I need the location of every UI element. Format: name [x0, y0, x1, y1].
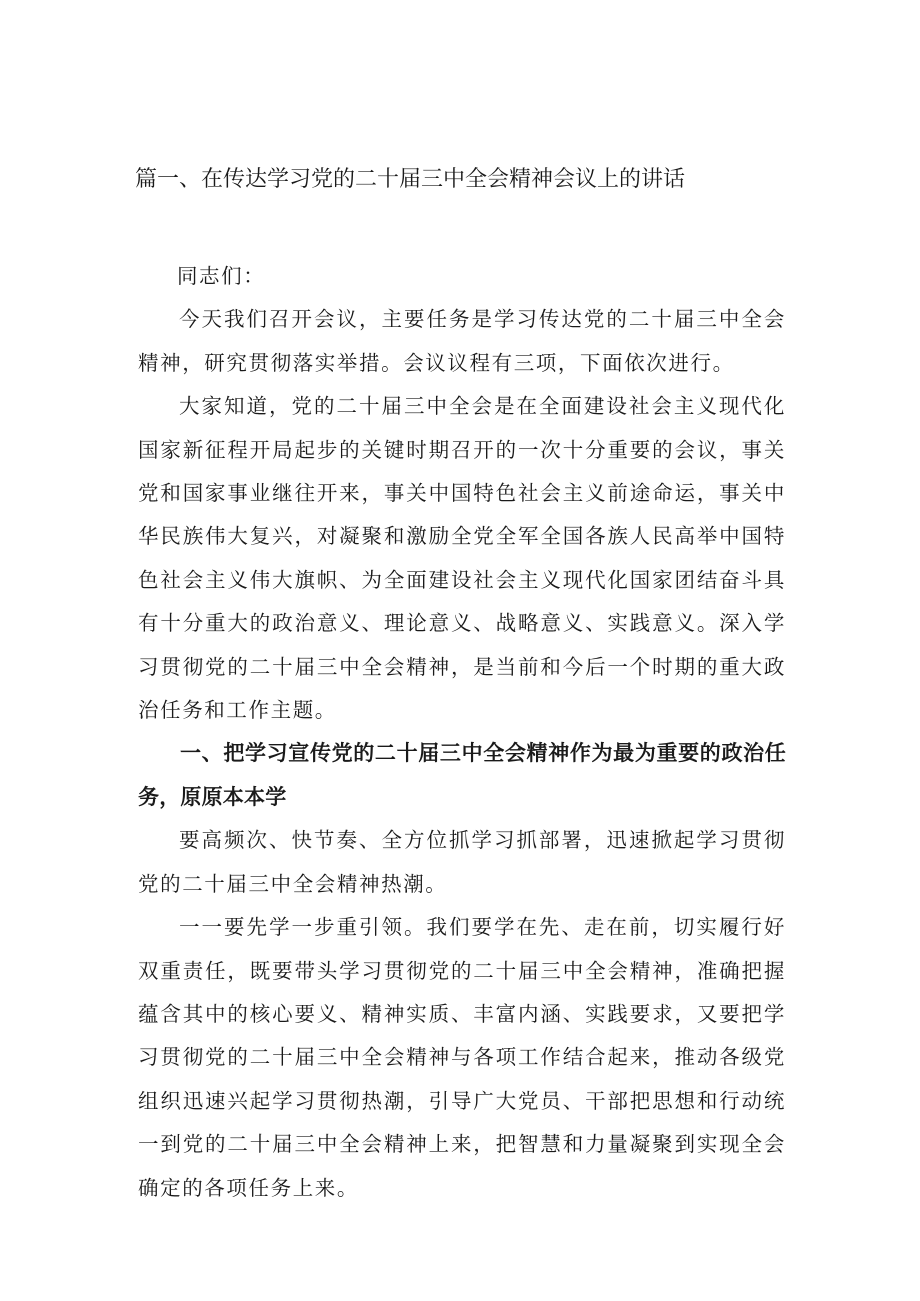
paragraph-intro: 今天我们召开会议，主要任务是学习传达党的二十届三中全会精神，研究贯彻落实举措。会议议程有三项，下面依次进行。: [138, 307, 786, 375]
paragraph-significance: 大家知道，党的二十届三中全会是在全面建设社会主义现代化国家新征程开局起步的关键时期召开的一次十分重要的会议，事关党和国家事业继往开来，事关中国特色社会主义前途命运，事关中华民族伟大复兴，对凝聚和激励全党全军全国各族人民高举中国特色社会主义伟大旗帜、为全面建设社会主义现代化国家团结奋斗具有十分重大的政治意义、理论意义、战略意义、实践意义。深入学习贯彻党的二十届三中全会精神，是当前和今后一个时期的重大政治任务和工作主题。: [138, 394, 786, 723]
greeting: 同志们：: [176, 264, 266, 288]
paragraph-study-requirement: 要高频次、快节奏、全方位抓学习抓部署，迅速掀起学习贯彻党的二十届三中全会精神热潮。: [138, 828, 786, 896]
document-title: 篇一、在传达学习党的二十届三中全会精神会议上的讲话: [135, 167, 686, 192]
section-heading-1: 一、把学习宣传党的二十届三中全会精神作为最为重要的政治任务，原原本本学: [138, 741, 786, 809]
paragraph-lead-study: 一一要先学一步重引领。我们要学在先、走在前，切实履行好双重责任，既要带头学习贯彻党的二十届三中全会精神，准确把握蕴含其中的核心要义、精神实质、丰富内涵、实践要求，又要把学习贯彻党的二十届三中全会精神与各项工作结合起来，推动各级党组织迅速兴起学习贯彻热潮，引导广大党员、干部把思想和行动统一到党的二十届三中全会精神上来，把智慧和力量凝聚到实现全会确定的各项任务上来。: [138, 915, 786, 1200]
document-body: [138, 255, 786, 1210]
